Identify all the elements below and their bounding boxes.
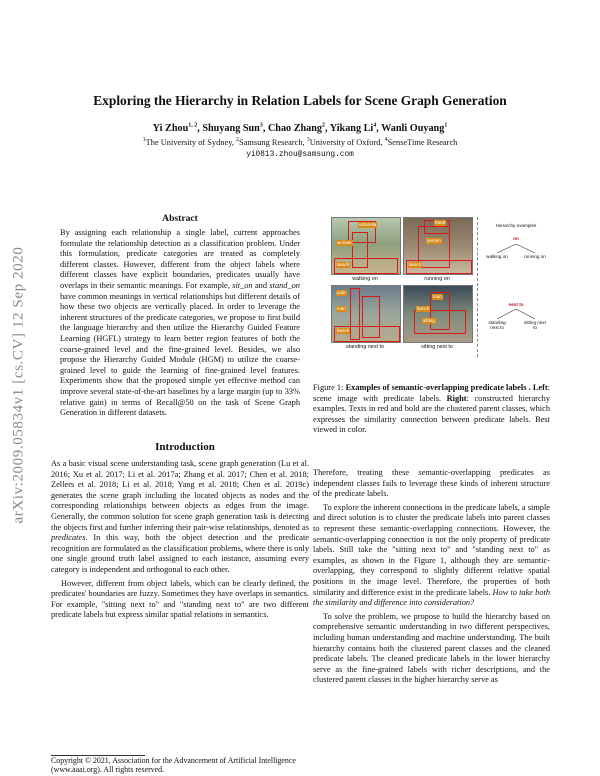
hierarchy-child: standing next to: [488, 320, 506, 330]
author-name: Yikang Li: [329, 123, 374, 134]
panel-caption: standing next to: [345, 344, 385, 350]
author-name: Shuyang Sun: [202, 123, 260, 134]
author-list: Yi Zhou$^{1, 2}$, Shuyang Sun$^3$, Chao Zhang$^2$, Yikang Li$^4$, Wanli Ouyang$^1$: [152, 122, 448, 134]
scene-image-standing: pole man beach: [331, 285, 401, 343]
copyright-notice: Copyright © 2021, Association for the Advancement of Artificial Intelligence (www.aaai.org). All rights reserved.: [51, 756, 296, 775]
scene-image-running: hand person beach: [403, 217, 473, 275]
paper-title: Exploring the Hierarchy in Relation Labels for Scene Graph Generation: [93, 93, 507, 108]
abstract-text: By assigning each relationship a single label, current approaches formulate the relationship detection as a classification problem. Under this formulation, predicate categories are treated as completely different classes. However, different from the object labels where different classes have explicit boundaries, predicates usually have overlaps in their semantic meanings. For example, sit_on and stand_on have common meanings in vertical relationships but different details of how these two objects are vertically placed. In order to leverage the inherent structures of the predicate categories, we propose to first build the language hierarchy and then utilize the Hierarchy Guided Feature Learning (HGFL) strategy to learn better region features of both the coarse-grained level and the fine-grained level. Besides, we also propose the Hierarchy Guided Module (HGM) to utilize the coarse-grained level to guide the learning of fine-grained level features. Experiments show that the proposed simple yet effective method can improve several state-of-the-art baselines by a large margin (up to 33% relative gain) in terms of Recall@50 on the task of Scene Graph Generation in different datasets.: [60, 228, 300, 418]
figure-caption: Figure 1: Examples of semantic-overlapping predicate labels . Left: scene image with predicate labels. Right: constructed hierarchy examples. Texts in red and bold are the clustered parent classes, which expresses the similarity connection between predicate labels. Best viewed in color.: [313, 383, 550, 435]
scene-image-sitting: bench sitting man: [403, 285, 473, 343]
panel-caption: sitting next to: [421, 344, 453, 350]
arxiv-stamp: arXiv:2009.05834v1 [cs.CV] 12 Sep 2020: [10, 246, 27, 524]
panel-caption: running on: [424, 276, 450, 282]
panel-caption: walking on: [352, 276, 378, 282]
author-name: Wanli Ouyang: [381, 123, 445, 134]
hierarchy-parent: on: [513, 236, 519, 241]
hierarchy-parent: next to: [508, 302, 524, 307]
contact-email: yi0813.zhou@samsung.com: [246, 151, 354, 159]
hierarchy-title: Hierarchy examples: [495, 223, 537, 228]
hierarchy-divider: [477, 217, 478, 357]
introduction-heading: Introduction: [155, 441, 215, 453]
author-name: Yi Zhou: [152, 123, 189, 134]
body-paragraph: To solve the problem, we propose to build the hierarchy based on comprehensive semantic understanding in two different perspectives, including human understanding and machine understanding. The built hierarchy contains both the clustered parent classes and the cleaned predicate labels. The cleaned predicate labels in the lower hierarchy serve as the fine-grained labels with richer descriptions, and the clustered parent classes in the higher hierarchy serve as: [313, 611, 550, 685]
body-paragraph: To explore the inherent connections in the predicate labels, a simple and direct solution is to cluster the predicate labels into parent classes to represent these semantic-overlapping connections. However, the semantic-overlapping connection is not the only property of predicate labels. Still take the "sitting next to" and "standing next to" as examples, as shown in the Figure 1, although they are semantic-overlapping, they correspond to slightly different relative spatial positions in the image level. Therefore, the properties of both similarity and difference exist in the predicate labels. How to take both the similarity and difference into consideration?: [313, 502, 550, 608]
scene-image-walking: umbrella woman beach: [331, 217, 401, 275]
figure-1: [331, 217, 551, 377]
hierarchy-child: running on: [524, 254, 546, 259]
intro-paragraph: As a basic visual scene understanding task, scene graph generation (Lu et al. 2016; Xu et al. 2017; Li et al. 2017a; Zhang et al. 2017; Chen et al. 2018; Zellers et al. 2018; Li et al. 2018; Yang et al. 2018; Chen et al. 2019c) generates the scene graph including the located objects as nodes and the corresponding relationships between objects as edges from the image. Generally, the common solution for scene graph generation task is detecting the objects first and further inferring their pair-wise relationships, denoted as predicates. In this way, both the object detection and the predicate recognition are formulated as the classification problems, where there is only one single ground truth label assigned to each instance, assuming every category is independent and orthogonal to each other.: [51, 459, 309, 574]
introduction-body: [51, 459, 309, 624]
hierarchy-child: walking on: [486, 254, 508, 259]
author-name: Chao Zhang: [267, 123, 323, 134]
body-paragraph: Therefore, treating these semantic-overlapping predicates as independent classes fails to leverage these kinds of inherent structure of the predicate labels.: [313, 468, 550, 499]
abstract-heading: Abstract: [162, 213, 198, 224]
intro-paragraph: However, different from object labels, which can be clearly defined, the predicates' boundaries are fuzzy. Sometimes they have overlaps in semantics. For example, "sitting next to" and "standing next to" are two different predicate labels but express similar spatial relations in semantics.: [51, 578, 309, 620]
right-column-body: [313, 468, 550, 689]
hierarchy-child: sitting next to: [524, 320, 546, 330]
affiliations: $^1$The University of Sydney, $^2$Samsung Research, $^3$University of Oxford, $^4$SenseTime Research: [142, 137, 458, 147]
abstract-body: [60, 228, 300, 422]
